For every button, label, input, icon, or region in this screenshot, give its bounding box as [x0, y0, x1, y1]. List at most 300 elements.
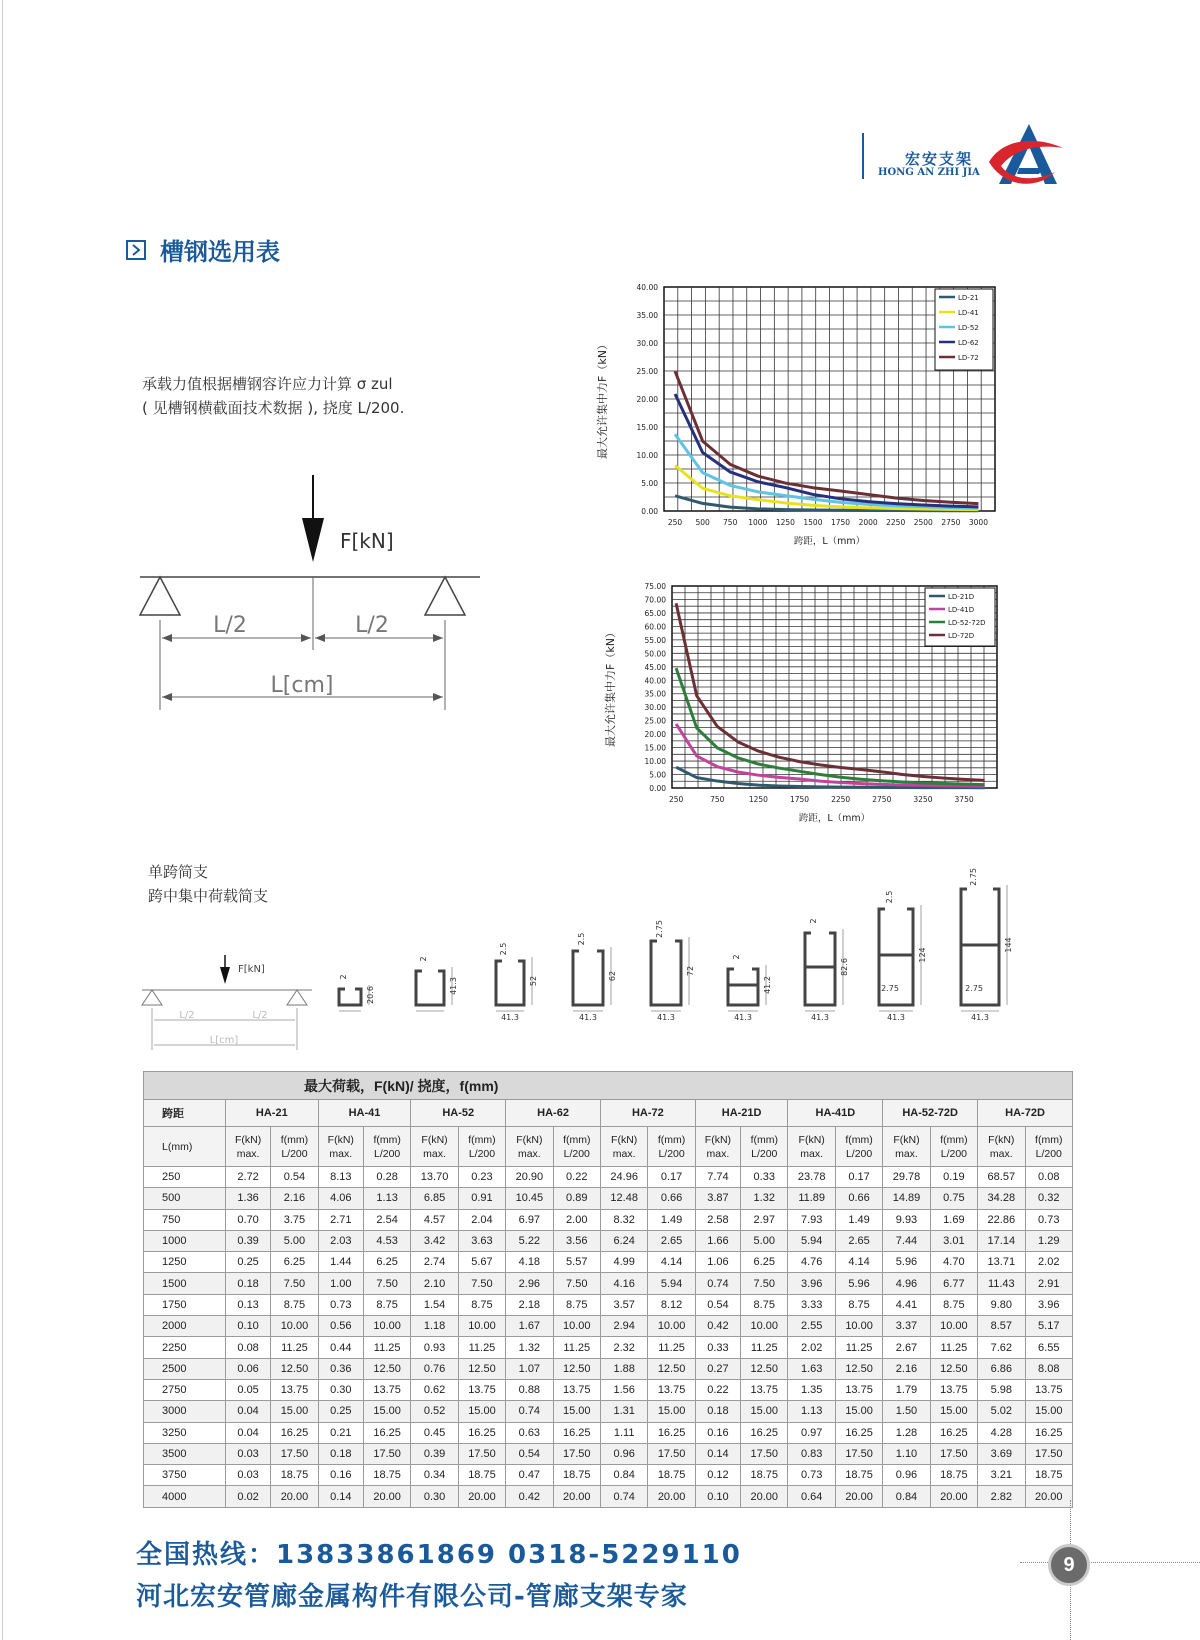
span-cell: 750 — [144, 1209, 226, 1230]
value-cell: 10.00 — [458, 1316, 505, 1337]
legend-label: LD-72 — [958, 354, 979, 362]
value-cell: 8.75 — [553, 1294, 600, 1315]
dimension-label: 2.75 — [969, 868, 978, 886]
deflection-unit-header — [835, 1127, 882, 1167]
legend-label: LD-62 — [958, 339, 979, 347]
value-cell: 0.36 — [318, 1358, 363, 1379]
legend-label: LD-21 — [958, 294, 979, 302]
value-cell: 0.18 — [695, 1401, 740, 1422]
value-cell: 2.54 — [363, 1209, 410, 1230]
legend-label: LD-41D — [948, 606, 975, 614]
legend-label: LD-21D — [948, 593, 975, 601]
value-cell: 2.02 — [1025, 1252, 1073, 1273]
value-cell: 0.54 — [271, 1167, 318, 1188]
value-cell: 16.25 — [458, 1422, 505, 1443]
value-cell: 15.00 — [1025, 1401, 1073, 1422]
value-cell: 17.50 — [271, 1443, 318, 1464]
y-tick-label: 35.00 — [644, 689, 666, 699]
table-row — [144, 1401, 1073, 1422]
value-cell: 0.88 — [506, 1379, 553, 1400]
value-cell: 18.75 — [930, 1465, 977, 1486]
value-cell: 16.25 — [741, 1422, 788, 1443]
y-tick-label: 10.00 — [644, 757, 666, 767]
value-cell: 3.63 — [458, 1230, 505, 1251]
y-tick-label: 75.00 — [644, 582, 666, 591]
value-cell: 0.39 — [225, 1230, 270, 1251]
value-cell: 17.50 — [553, 1443, 600, 1464]
value-cell: 2.91 — [1025, 1273, 1073, 1294]
value-cell: 16.25 — [1025, 1422, 1073, 1443]
y-tick-label: 55.00 — [644, 635, 666, 645]
value-cell: 6.24 — [600, 1230, 647, 1251]
value-cell: 20.00 — [648, 1486, 695, 1507]
unit-line: L/200 — [751, 1147, 778, 1160]
value-cell: 4.99 — [600, 1252, 647, 1273]
value-cell: 2.71 — [318, 1209, 363, 1230]
half-span-label-left: L/2 — [213, 613, 247, 638]
x-tick-label: 2000 — [858, 518, 878, 527]
hotline: 全国热线：13833861869 0318-5229110 — [136, 1540, 742, 1570]
profile-ha-62 — [573, 933, 617, 1022]
value-cell: 68.57 — [978, 1167, 1025, 1188]
value-cell: 16.25 — [648, 1422, 695, 1443]
value-cell: 0.33 — [741, 1167, 788, 1188]
value-cell: 1.63 — [788, 1358, 835, 1379]
value-cell: 12.50 — [930, 1358, 977, 1379]
deflection-unit-header — [458, 1127, 505, 1167]
value-cell: 15.00 — [363, 1401, 410, 1422]
load-chart-single — [596, 283, 1060, 575]
unit-line: f(mm) — [373, 1133, 401, 1146]
dimension-label: 41.3 — [887, 1013, 905, 1022]
value-cell: 4.96 — [883, 1273, 930, 1294]
deflection-unit-header — [930, 1127, 977, 1167]
force-label: F[kN] — [340, 529, 394, 553]
x-tick-label: 1000 — [748, 518, 768, 527]
value-cell: 1.67 — [506, 1316, 553, 1337]
value-cell: 8.75 — [741, 1294, 788, 1315]
value-cell: 0.21 — [318, 1422, 363, 1443]
table-row — [144, 1422, 1073, 1443]
value-cell: 0.04 — [225, 1422, 270, 1443]
value-cell: 0.34 — [411, 1465, 458, 1486]
page-number: 9 — [1048, 1544, 1090, 1586]
value-cell: 11.43 — [978, 1273, 1025, 1294]
unit-line: L/200 — [658, 1147, 685, 1160]
value-cell: 22.86 — [978, 1209, 1025, 1230]
profile-group-header: HA-52-72D — [883, 1100, 978, 1127]
value-cell: 1.54 — [411, 1294, 458, 1315]
value-cell: 0.89 — [553, 1188, 600, 1209]
value-cell: 8.13 — [318, 1167, 363, 1188]
value-cell: 0.10 — [225, 1316, 270, 1337]
value-cell: 7.50 — [553, 1273, 600, 1294]
section-title-text: 槽钢选用表 — [160, 238, 280, 266]
value-cell: 11.25 — [271, 1337, 318, 1358]
x-axis-label: 跨距，L（mm） — [793, 536, 866, 547]
value-cell: 15.00 — [741, 1401, 788, 1422]
value-cell: 9.93 — [883, 1209, 930, 1230]
section-title — [126, 232, 280, 267]
value-cell: 14.89 — [883, 1188, 930, 1209]
value-cell: 15.00 — [553, 1401, 600, 1422]
value-cell: 20.00 — [458, 1486, 505, 1507]
value-cell: 20.00 — [271, 1486, 318, 1507]
value-cell: 17.50 — [648, 1443, 695, 1464]
value-cell: 6.97 — [506, 1209, 553, 1230]
half-span-label-right: L/2 — [355, 613, 389, 638]
value-cell: 0.84 — [883, 1486, 930, 1507]
value-cell: 1.50 — [883, 1401, 930, 1422]
value-cell: 6.77 — [930, 1273, 977, 1294]
unit-line: f(mm) — [563, 1133, 591, 1146]
value-cell: 12.50 — [363, 1358, 410, 1379]
y-tick-label: 65.00 — [644, 608, 666, 618]
value-cell: 0.03 — [225, 1465, 270, 1486]
unit-line: F(kN) — [988, 1133, 1015, 1146]
span-cell: 3500 — [144, 1443, 226, 1464]
value-cell: 1.79 — [883, 1379, 930, 1400]
value-cell: 2.32 — [600, 1337, 647, 1358]
force-unit-header — [978, 1127, 1025, 1167]
value-cell: 13.71 — [978, 1252, 1025, 1273]
value-cell: 18.75 — [1025, 1465, 1073, 1486]
value-cell: 1.11 — [600, 1422, 647, 1443]
value-cell: 4.41 — [883, 1294, 930, 1315]
dimension-label: 2 — [339, 974, 348, 980]
value-cell: 3.37 — [883, 1316, 930, 1337]
right-support-icon — [425, 577, 465, 615]
value-cell: 17.50 — [363, 1443, 410, 1464]
dimension-label: 41.3 — [501, 1013, 519, 1022]
unit-line: max. — [236, 1147, 260, 1160]
value-cell: 0.25 — [225, 1252, 270, 1273]
section-arrow-icon — [126, 240, 146, 260]
beam-diagram — [140, 470, 480, 740]
value-cell: 12.50 — [458, 1358, 505, 1379]
profile-sections — [330, 868, 1070, 1055]
value-cell: 4.14 — [835, 1252, 882, 1273]
force-arrow-icon — [302, 518, 324, 562]
dimension-label: 20.6 — [366, 986, 375, 1004]
value-cell: 4.70 — [930, 1252, 977, 1273]
value-cell: 5.94 — [788, 1230, 835, 1251]
value-cell: 1.07 — [506, 1358, 553, 1379]
legend-label: LD-52 — [958, 324, 979, 332]
value-cell: 7.62 — [978, 1337, 1025, 1358]
page-dots-h — [1020, 1562, 1200, 1563]
value-cell: 0.66 — [835, 1188, 882, 1209]
value-cell: 23.78 — [788, 1167, 835, 1188]
dimension-label: 2.75 — [655, 920, 664, 938]
dimension-label: 2 — [809, 918, 818, 924]
unit-line: f(mm) — [280, 1133, 309, 1146]
value-cell: 1.00 — [318, 1273, 363, 1294]
value-cell: 17.50 — [1025, 1443, 1073, 1464]
span-cell: 2250 — [144, 1337, 226, 1358]
profile-shape — [339, 989, 361, 1005]
value-cell: 0.54 — [506, 1443, 553, 1464]
value-cell: 13.75 — [835, 1379, 882, 1400]
span-cell: 1000 — [144, 1230, 226, 1251]
value-cell: 1.88 — [600, 1358, 647, 1379]
unit-line: F(kN) — [611, 1133, 638, 1146]
small-right-support-icon — [287, 990, 307, 1005]
span-cell: 3750 — [144, 1465, 226, 1486]
value-cell: 1.69 — [930, 1209, 977, 1230]
span-cell: 1500 — [144, 1273, 226, 1294]
value-cell: 16.25 — [835, 1422, 882, 1443]
value-cell: 0.75 — [930, 1188, 977, 1209]
value-cell: 4.06 — [318, 1188, 363, 1209]
y-tick-label: 70.00 — [644, 595, 666, 605]
value-cell: 0.04 — [225, 1401, 270, 1422]
value-cell: 7.50 — [458, 1273, 505, 1294]
value-cell: 0.08 — [225, 1337, 270, 1358]
value-cell: 8.32 — [600, 1209, 647, 1230]
small-span-label: L[cm] — [209, 1035, 239, 1046]
profile-group-header: HA-62 — [506, 1100, 601, 1127]
value-cell: 0.97 — [788, 1422, 835, 1443]
x-tick-label: 2750 — [872, 795, 892, 804]
value-cell: 0.42 — [695, 1316, 740, 1337]
value-cell: 13.75 — [930, 1379, 977, 1400]
span-cell: 3000 — [144, 1401, 226, 1422]
y-axis-label: 最大允许集中力F（kN） — [596, 339, 609, 459]
value-cell: 0.62 — [411, 1379, 458, 1400]
value-cell: 2.65 — [648, 1230, 695, 1251]
dimension-label: 2 — [419, 956, 428, 962]
value-cell: 6.86 — [978, 1358, 1025, 1379]
value-cell: 0.73 — [1025, 1209, 1073, 1230]
profile-ha-41d — [805, 918, 849, 1022]
value-cell: 1.10 — [883, 1443, 930, 1464]
value-cell: 7.74 — [695, 1167, 740, 1188]
y-tick-label: 35.00 — [636, 311, 658, 320]
span-cell: 500 — [144, 1188, 226, 1209]
x-tick-label: 3750 — [954, 795, 974, 804]
value-cell: 7.50 — [271, 1273, 318, 1294]
value-cell: 0.23 — [458, 1167, 505, 1188]
value-cell: 0.25 — [318, 1401, 363, 1422]
value-cell: 13.75 — [741, 1379, 788, 1400]
span-cell: 250 — [144, 1167, 226, 1188]
value-cell: 8.12 — [648, 1294, 695, 1315]
value-cell: 0.73 — [318, 1294, 363, 1315]
value-cell: 16.25 — [271, 1422, 318, 1443]
value-cell: 17.50 — [458, 1443, 505, 1464]
y-tick-label: 5.00 — [649, 770, 666, 780]
profile-ha-72d — [961, 868, 1013, 1022]
x-axis-label: 跨距，L（mm） — [798, 813, 871, 824]
value-cell: 0.18 — [318, 1443, 363, 1464]
value-cell: 0.44 — [318, 1337, 363, 1358]
value-cell: 5.00 — [271, 1230, 318, 1251]
value-cell: 3.96 — [1025, 1294, 1073, 1315]
y-tick-label: 40.00 — [644, 676, 666, 686]
unit-line: max. — [612, 1147, 636, 1160]
dimension-label: 2.75 — [881, 984, 899, 993]
profile-ha-52-72d — [879, 891, 927, 1022]
value-cell: 1.18 — [411, 1316, 458, 1337]
profile-group-header: HA-72D — [978, 1100, 1073, 1127]
unit-line: F(kN) — [893, 1133, 920, 1146]
profile-shape — [728, 969, 758, 1005]
value-cell: 0.06 — [225, 1358, 270, 1379]
value-cell: 11.25 — [930, 1337, 977, 1358]
unit-line: F(kN) — [516, 1133, 543, 1146]
value-cell: 6.55 — [1025, 1337, 1073, 1358]
x-tick-label: 1750 — [830, 518, 851, 527]
value-cell: 18.75 — [458, 1465, 505, 1486]
value-cell: 10.00 — [363, 1316, 410, 1337]
value-cell: 20.90 — [506, 1167, 553, 1188]
small-force-arrow-icon — [220, 967, 230, 984]
value-cell: 15.00 — [648, 1401, 695, 1422]
table-row — [144, 1167, 1073, 1188]
dimension-label: 41.3 — [734, 1013, 752, 1022]
force-unit-header — [788, 1127, 835, 1167]
value-cell: 1.56 — [600, 1379, 647, 1400]
value-cell: 1.66 — [695, 1230, 740, 1251]
unit-line: max. — [895, 1147, 918, 1160]
value-cell: 29.78 — [883, 1167, 930, 1188]
value-cell: 5.02 — [978, 1401, 1025, 1422]
unit-line: f(mm) — [845, 1133, 873, 1146]
value-cell: 2.10 — [411, 1273, 458, 1294]
value-cell: 11.25 — [458, 1337, 505, 1358]
value-cell: 0.42 — [506, 1486, 553, 1507]
value-cell: 0.74 — [506, 1401, 553, 1422]
value-cell: 0.12 — [695, 1465, 740, 1486]
force-unit-header — [883, 1127, 930, 1167]
span-cell: 2000 — [144, 1316, 226, 1337]
value-cell: 2.74 — [411, 1252, 458, 1273]
value-cell: 18.75 — [741, 1465, 788, 1486]
brand-divider — [862, 133, 864, 179]
note-line-1: 承载力值根据槽钢容许应力计算 σ zul — [142, 375, 393, 393]
unit-line: L/200 — [845, 1147, 873, 1160]
value-cell: 1.13 — [363, 1188, 410, 1209]
unit-line: F(kN) — [704, 1133, 732, 1146]
value-cell: 12.50 — [835, 1358, 882, 1379]
small-half-right: L/2 — [252, 1010, 268, 1021]
value-cell: 10.00 — [835, 1316, 882, 1337]
value-cell: 0.93 — [411, 1337, 458, 1358]
value-cell: 2.03 — [318, 1230, 363, 1251]
unit-line: max. — [329, 1147, 353, 1160]
table-row — [144, 1486, 1073, 1507]
dimension-label: 2.75 — [965, 984, 983, 993]
value-cell: 7.44 — [883, 1230, 930, 1251]
dimension-label: 2.5 — [577, 932, 586, 946]
x-tick-label: 500 — [695, 518, 710, 527]
page-edge-line — [2, 0, 3, 1640]
value-cell: 15.00 — [835, 1401, 882, 1422]
force-unit-header — [225, 1127, 270, 1167]
value-cell: 16.25 — [363, 1422, 410, 1443]
value-cell: 0.13 — [225, 1294, 270, 1315]
table-row — [144, 1273, 1073, 1294]
span-header: 跨距 — [144, 1100, 226, 1127]
y-tick-label: 25.00 — [644, 716, 666, 726]
value-cell: 0.22 — [695, 1379, 740, 1400]
profile-shape — [651, 941, 681, 1005]
value-cell: 13.75 — [363, 1379, 410, 1400]
support-caption — [148, 860, 268, 908]
unit-line: f(mm) — [940, 1133, 968, 1146]
force-unit-header — [600, 1127, 647, 1167]
y-tick-label: 0.00 — [641, 507, 658, 516]
value-cell: 0.47 — [506, 1465, 553, 1486]
span-cell: 2500 — [144, 1358, 226, 1379]
small-beam-diagram — [142, 950, 312, 1055]
x-tick-label: 250 — [667, 518, 683, 527]
unit-line: max. — [423, 1147, 446, 1160]
value-cell: 0.14 — [318, 1486, 363, 1507]
unit-line: f(mm) — [468, 1133, 496, 1146]
value-cell: 1.32 — [741, 1188, 788, 1209]
span-cell: 2750 — [144, 1379, 226, 1400]
value-cell: 34.28 — [978, 1188, 1025, 1209]
value-cell: 3.42 — [411, 1230, 458, 1251]
value-cell: 4.18 — [506, 1252, 553, 1273]
value-cell: 6.25 — [741, 1252, 788, 1273]
profile-ha-72 — [651, 920, 695, 1022]
profile-shape — [573, 951, 603, 1005]
value-cell: 3.69 — [978, 1443, 1025, 1464]
value-cell: 17.50 — [930, 1443, 977, 1464]
value-cell: 1.28 — [883, 1422, 930, 1443]
value-cell: 8.75 — [271, 1294, 318, 1315]
value-cell: 4.53 — [363, 1230, 410, 1251]
deflection-unit-header — [271, 1127, 318, 1167]
value-cell: 8.75 — [930, 1294, 977, 1315]
value-cell: 3.01 — [930, 1230, 977, 1251]
value-cell: 0.63 — [506, 1422, 553, 1443]
unit-line: L/200 — [281, 1147, 308, 1160]
y-tick-label: 20.00 — [636, 395, 658, 404]
profile-ha-41 — [416, 956, 458, 1011]
y-tick-label: 25.00 — [636, 367, 658, 376]
value-cell: 2.16 — [271, 1188, 318, 1209]
value-cell: 17.50 — [835, 1443, 882, 1464]
y-tick-label: 50.00 — [644, 649, 666, 659]
caption-line-1: 单跨简支 — [148, 863, 209, 881]
value-cell: 13.75 — [458, 1379, 505, 1400]
value-cell: 0.03 — [225, 1443, 270, 1464]
value-cell: 10.45 — [506, 1188, 553, 1209]
y-axis-label: 最大允许集中力F（kN） — [604, 627, 617, 747]
value-cell: 7.50 — [741, 1273, 788, 1294]
dimension-label: 41.3 — [657, 1013, 675, 1022]
value-cell: 11.89 — [788, 1188, 835, 1209]
dimension-label: 144 — [1004, 937, 1013, 953]
value-cell: 4.14 — [648, 1252, 695, 1273]
value-cell: 12.50 — [271, 1358, 318, 1379]
profile-shape — [416, 971, 444, 1005]
deflection-unit-header — [553, 1127, 600, 1167]
value-cell: 2.16 — [883, 1358, 930, 1379]
value-cell: 5.00 — [741, 1230, 788, 1251]
value-cell: 1.49 — [835, 1209, 882, 1230]
value-cell: 2.97 — [741, 1209, 788, 1230]
value-cell: 12.50 — [553, 1358, 600, 1379]
deflection-unit-header — [648, 1127, 695, 1167]
value-cell: 3.56 — [553, 1230, 600, 1251]
unit-line: max. — [706, 1147, 730, 1160]
load-chart-double — [604, 582, 1060, 880]
